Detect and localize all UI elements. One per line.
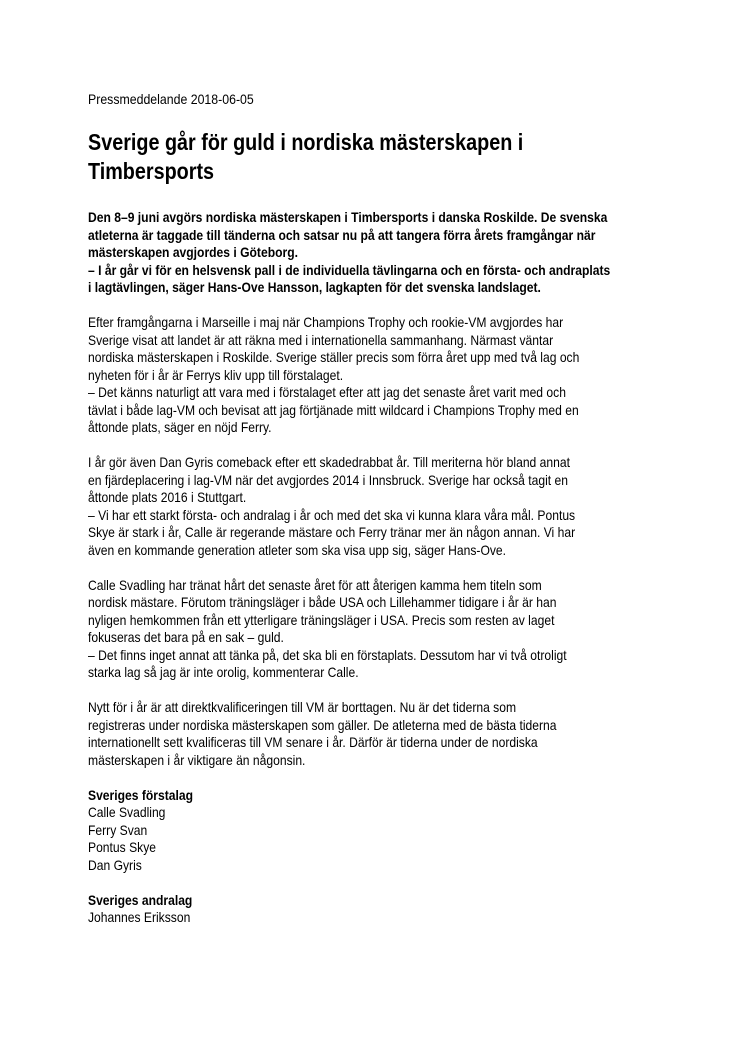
team-member: Johannes Eriksson [88,909,191,925]
paragraph-gap [88,682,692,700]
paragraph-line: Sverige visat att landet är att räkna med i internationella sammanhang. Närmast väntar [88,331,554,348]
paragraph-line: – Vi har ett starkt första- och andralag i år och med det ska vi kunna klara våra mål. Pontus [88,506,576,523]
paragraph-line: nyligen hemkommen från ett ytterligare träningsläger i USA. Precis som resten av laget [88,611,555,628]
document-body [88,209,692,927]
lead-paragraph-line: atleterna är taggade till tänderna och satsar nu på att tangera förra årets framgångar när [88,226,596,243]
paragraph-line: fokuseras det bara på en sak – guld. [88,629,284,645]
press-release-date: Pressmeddelande 2018-06-05 [88,91,254,107]
team-member: Dan Gyris [88,856,142,873]
paragraph-line: åttonde plats 2016 i Stuttgart. [88,489,247,505]
team-member: Pontus Skye [88,839,156,855]
paragraph-line: Skye är stark i år, Calle är regerande mästare och Ferry tränar mer än någon annan. Vi har [88,524,576,540]
paragraph-line: Nytt för i år är att direktkvalificeringen till VM är borttagen. Nu är det tiderna som [88,699,517,715]
title-line: Timbersports [88,158,215,184]
paragraph-line: registreras under nordiska mästerskapen som gäller. De atleterna med de bästa tiderna [88,716,557,733]
paragraph-line: nordisk mästare. Förutom träningsläger i både USA och Lillehammer tidigare i år är han [88,594,557,610]
paragraph-line: starka lag så jag är inte orolig, kommenterar Calle. [88,664,359,680]
team-heading: Sveriges förstalag [88,786,194,803]
paragraph-gap [88,297,692,315]
paragraph-line: även en kommande generation atleter som ska visa upp sig, säger Hans-Ove. [88,541,507,558]
paragraph-line: mästerskapen i år viktigare än någonsin. [88,751,306,768]
lead-paragraph-line: Den 8–9 juni avgörs nordiska mästerskapen i Timbersports i danska Roskilde. De svenska [88,209,608,225]
team-member: Calle Svadling [88,804,166,820]
paragraph-line: Calle Svadling har tränat hårt det senaste året för att återigen kamma hem titeln som [88,576,542,593]
paragraph-line: I år gör även Dan Gyris comeback efter ett skadedrabbat år. Till meriterna hör bland annat [88,454,570,470]
lead-paragraph-line: – I år går vi för en helsvensk pall i de individuella tävlingarna och en första- och andraplats [88,261,611,278]
paragraph-line: internationellt sett kvalificeras till VM senare i år. Därför är tiderna under de nordiska [88,734,538,750]
paragraph-line: nordiska mästerskapen i Roskilde. Sverige ställer precis som förra året upp med två lag och [88,349,580,365]
paragraph-gap [88,769,692,787]
lead-paragraph-line: i lagtävlingen, säger Hans-Ove Hansson, lagkapten för det svenska landslaget. [88,279,541,295]
lead-paragraph-line: mästerskapen avgjordes i Göteborg. [88,244,298,260]
paragraph-gap [88,874,692,892]
paragraph-line: – Det finns inget annat att tänka på, det ska bli en förstaplats. Dessutom har vi två otroligt [88,646,567,663]
paragraph-line: Efter framgångarna i Marseille i maj när Champions Trophy och rookie-VM avgjordes har [88,314,564,330]
paragraph-gap [88,437,692,455]
team-heading: Sveriges andralag [88,891,193,908]
paragraph-line: åttonde plats, säger en nöjd Ferry. [88,419,272,435]
team-member: Ferry Svan [88,821,148,838]
paragraph-line: – Det känns naturligt att vara med i förstalaget efter att jag det senaste året varit med och [88,384,566,400]
paragraph-line: en fjärdeplacering i lag-VM när det avgjordes 2014 i Innsbruck. Sverige har också tagit en [88,471,568,488]
paragraph-gap [88,559,692,577]
paragraph-line: tävlat i både lag-VM och bevisat att jag förtjänade mitt wildcard i Champions Trophy med en [88,401,579,418]
page-title [88,128,594,186]
title-line: Sverige går för guld i nordiska mästerskapen i [88,129,524,155]
paragraph-line: nyheten för i år är Ferrys kliv upp till förstalaget. [88,366,344,383]
